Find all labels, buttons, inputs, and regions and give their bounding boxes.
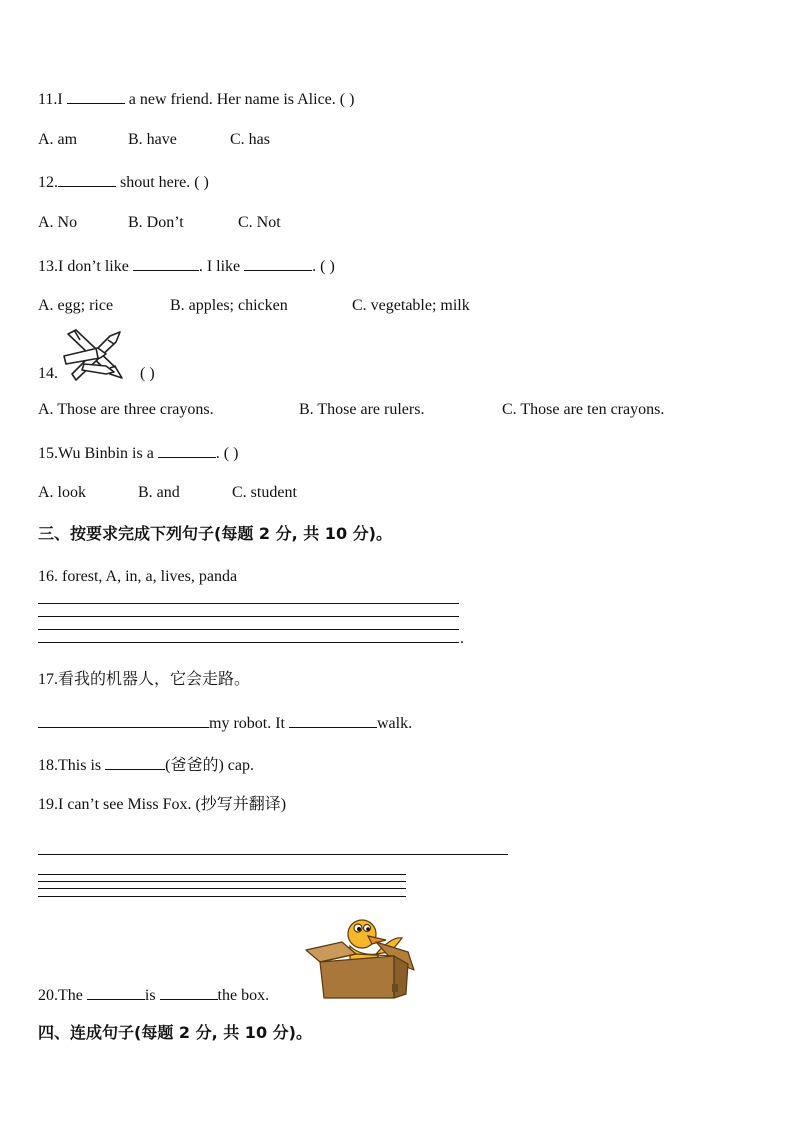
answer-line[interactable]: [38, 888, 406, 889]
question-11-suffix: a new friend. Her name is Alice. ( ): [124, 91, 355, 108]
answer-line[interactable]: [38, 629, 459, 630]
question-12: [38, 171, 209, 193]
question-11: [38, 88, 354, 110]
question-15-prefix: 15.Wu Binbin is a: [38, 445, 158, 462]
answer-line[interactable]: [38, 874, 406, 875]
question-20: [38, 984, 269, 1006]
question-16: 16. forest, A, in, a, lives, panda: [38, 568, 238, 585]
answer-blank[interactable]: [158, 442, 216, 458]
question-14-options: [38, 400, 664, 420]
question-18-suffix: (爸爸的) cap.: [165, 757, 254, 774]
question-15-suffix: . ( ): [215, 445, 239, 462]
answer-line[interactable]: [38, 896, 406, 897]
question-15-options: [38, 483, 297, 503]
question-17-answer: [38, 712, 412, 734]
sentence-end-mark: .: [460, 630, 464, 647]
option-a[interactable]: A. am: [38, 131, 78, 148]
question-13-middle: . I like: [198, 258, 245, 275]
question-20-middle: is: [144, 987, 160, 1004]
answer-blank[interactable]: [58, 171, 116, 187]
option-b[interactable]: B. apples; chicken: [170, 297, 288, 314]
option-a[interactable]: A. look: [38, 484, 86, 501]
question-13-prefix: 13.I don’t like: [38, 258, 133, 275]
answer-line[interactable]: [38, 642, 459, 643]
answer-blank[interactable]: [67, 88, 125, 104]
question-11-options: [38, 130, 270, 150]
question-20-suffix: the box.: [217, 987, 270, 1004]
question-14: [38, 364, 58, 384]
section-3-title: 三、按要求完成下列句子(每题 2 分, 共 10 分)。: [38, 524, 392, 543]
option-b[interactable]: B. Don’t: [128, 214, 184, 231]
question-19: 19.I can’t see Miss Fox. (抄写并翻译): [38, 796, 287, 813]
question-15: [38, 442, 238, 464]
answer-blank[interactable]: [105, 754, 165, 770]
question-17-part1: my robot. It: [209, 715, 289, 732]
answer-line[interactable]: [38, 854, 508, 855]
option-a[interactable]: A. No: [38, 214, 78, 231]
question-11-prefix: 11.I: [38, 91, 67, 108]
question-14-paren: [140, 364, 155, 384]
question-17-part2: walk.: [377, 715, 413, 732]
question-12-options: [38, 213, 281, 233]
answer-blank[interactable]: [38, 712, 209, 728]
crayons-icon: [62, 326, 130, 382]
question-12-suffix: shout here. ( ): [116, 174, 209, 191]
question-14-prefix: 14.: [38, 365, 58, 382]
answer-line[interactable]: [38, 616, 459, 617]
option-c[interactable]: C. has: [230, 131, 270, 148]
question-13-suffix: . ( ): [312, 258, 335, 275]
question-18: [38, 754, 254, 776]
option-b[interactable]: B. and: [138, 484, 180, 501]
option-a[interactable]: A. egg; rice: [38, 297, 114, 314]
answer-blank[interactable]: [87, 984, 145, 1000]
answer-blank[interactable]: [244, 255, 312, 271]
question-14-suffix: ( ): [140, 365, 155, 382]
answer-blank[interactable]: [160, 984, 218, 1000]
answer-blank[interactable]: [133, 255, 199, 271]
duck-in-box-icon: [302, 912, 418, 1000]
question-13: [38, 255, 335, 277]
option-b[interactable]: B. Those are rulers.: [299, 401, 425, 418]
question-12-prefix: 12.: [38, 174, 58, 191]
option-c[interactable]: C. vegetable; milk: [352, 297, 470, 314]
answer-line[interactable]: [38, 881, 406, 882]
option-c[interactable]: C. student: [232, 484, 297, 501]
answer-blank[interactable]: [289, 712, 377, 728]
question-20-prefix: 20.The: [38, 987, 87, 1004]
option-c[interactable]: C. Those are ten crayons.: [502, 401, 665, 418]
question-17: 17.看我的机器人，它会走路。: [38, 671, 251, 688]
answer-line[interactable]: [38, 603, 459, 604]
option-a[interactable]: A. Those are three crayons.: [38, 401, 214, 418]
question-18-prefix: 18.This is: [38, 757, 106, 774]
section-4-title: 四、连成句子(每题 2 分, 共 10 分)。: [38, 1023, 312, 1042]
option-c[interactable]: C. Not: [238, 214, 281, 231]
question-13-options: [38, 296, 470, 316]
option-b[interactable]: B. have: [128, 131, 177, 148]
